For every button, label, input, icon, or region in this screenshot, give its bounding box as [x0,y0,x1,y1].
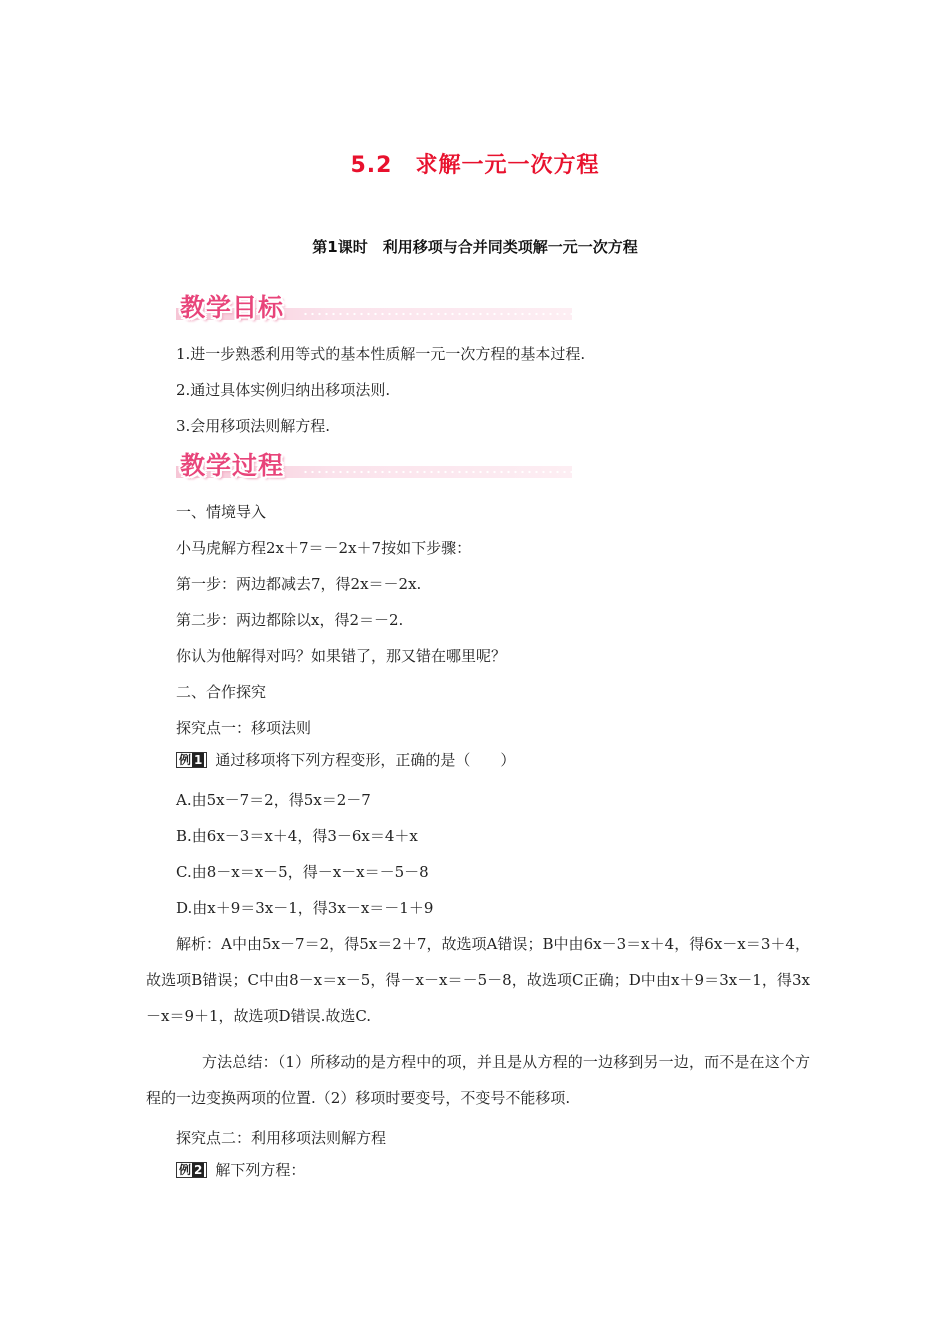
lesson-subtitle: 第1课时 利用移项与合并同类项解一元一次方程 [312,238,638,256]
point-heading: 探究点二：利用移项法则解方程 [176,1129,387,1147]
section-heading: 二、合作探究 [176,683,267,701]
example-question: 通过移项将下列方程变形，正确的是（ ） [215,751,516,769]
example-badge: 例 1 [176,752,207,768]
example-2 [176,1160,305,1180]
example-badge: 例 2 [176,1162,207,1178]
analysis-paragraph: 解析：A中由5x－7＝2，得5x＝2＋7，故选项A错误；B中由6x－3＝x＋4，得6x－x＝3＋4，故选项B错误；C中由8－x＝x－5，得－x－x＝－5－8，故选项C正确；D中由x＋9＝3x－1，得3x－x＝9＋1，故选项D错误.故选C. [146,935,810,1025]
banner-dots [302,470,572,474]
process-heading: 教学过程 [180,451,285,480]
option-c: C.由8－x＝x－5，得－x－x＝－5－8 [176,863,429,881]
option-b: B.由6x－3＝x＋4，得3－6x＝4＋x [176,827,418,845]
objective-item: 3.会用移项法则解方程. [176,417,331,435]
example-question: 解下列方程： [215,1161,306,1179]
intro-line: 第一步：两边都减去7，得2x＝－2x. [176,575,422,593]
objectives-banner [176,290,572,326]
process-banner [176,448,572,484]
objective-item: 2.通过具体实例归纳出移项法则. [176,381,391,399]
objective-item: 1.进一步熟悉利用等式的基本性质解一元一次方程的基本过程. [176,345,586,363]
intro-line: 第二步：两边都除以x，得2＝－2. [176,611,404,629]
intro-line: 你认为他解得对吗？如果错了，那又错在哪里呢？ [176,647,507,665]
option-d: D.由x＋9＝3x－1，得3x－x＝－1＋9 [176,899,434,917]
point-heading: 探究点一：移项法则 [176,719,312,737]
intro-line: 小马虎解方程2x＋7＝－2x＋7按如下步骤： [176,539,472,557]
page-title: 5.2 求解一元一次方程 [350,153,600,178]
example-1 [176,750,515,770]
option-a: A.由5x－7＝2，得5x＝2－7 [176,791,371,809]
section-heading: 一、情境导入 [176,503,267,521]
banner-dots [302,312,572,316]
method-summary: 方法总结：（1）所移动的是方程中的项，并且是从方程的一边移到另一边，而不是在这个方程的一边变换两项的位置.（2）移项时要变号，不变号不能移项. [146,1053,810,1107]
objectives-heading: 教学目标 [180,293,285,322]
